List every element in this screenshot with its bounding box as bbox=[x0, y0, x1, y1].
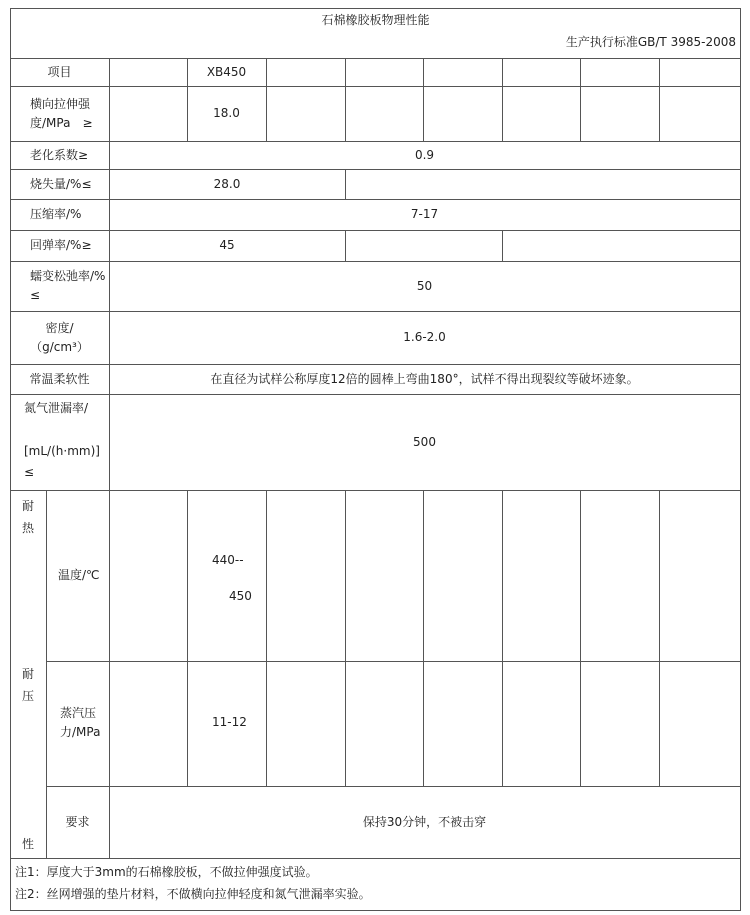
creep-value: 50 bbox=[416, 278, 433, 293]
note-1: 注1：厚度大于3mm的石棉橡胶板，不做拉伸强度试验。 bbox=[15, 865, 318, 879]
tensile-label bbox=[10, 86, 109, 141]
steam-label-line2: 力/MPa bbox=[60, 725, 101, 739]
flexibility-label: 常温柔软性 bbox=[29, 371, 90, 386]
density-label-line2: （g/cm³） bbox=[30, 339, 89, 354]
table-rule bbox=[10, 858, 741, 859]
group-char: 耐 bbox=[21, 666, 34, 681]
leakage-label-line1: 氮气泄漏率/ bbox=[24, 400, 89, 415]
table-rule bbox=[266, 58, 267, 141]
density-value: 1.6-2.0 bbox=[403, 330, 446, 344]
table-rule bbox=[740, 8, 741, 911]
standard-text: 生产执行标准GB/T 3985-2008 bbox=[565, 34, 736, 49]
table-rule bbox=[46, 661, 741, 662]
steam-label-line1: 蒸汽压 bbox=[60, 706, 97, 720]
table-rule bbox=[10, 910, 741, 911]
table-rule bbox=[345, 490, 346, 786]
creep-label-line1: 蠕变松弛率/% bbox=[30, 269, 106, 283]
table-rule bbox=[580, 58, 581, 141]
leakage-label-line2: [mL/(h·mm)] bbox=[24, 443, 100, 458]
leakage-label-line3: ≤ bbox=[24, 464, 35, 479]
table-rule bbox=[10, 58, 741, 59]
steam-label bbox=[46, 702, 109, 744]
ignition-value: 28.0 bbox=[213, 176, 241, 191]
table-rule bbox=[659, 490, 660, 786]
density-label bbox=[10, 311, 109, 364]
table-rule bbox=[345, 58, 346, 141]
requirement-label: 要求 bbox=[65, 814, 90, 829]
table-rule bbox=[345, 230, 346, 261]
table-rule bbox=[345, 169, 346, 199]
grade-header: XB450 bbox=[206, 64, 247, 79]
temperature-value-line2: 450 bbox=[229, 588, 252, 603]
table-rule bbox=[187, 490, 188, 786]
table-rule bbox=[423, 490, 424, 786]
compression-label: 压缩率/% bbox=[30, 207, 82, 221]
aging-value: 0.9 bbox=[414, 147, 435, 162]
leakage-value: 500 bbox=[413, 434, 436, 449]
table-rule bbox=[10, 490, 741, 491]
group-char: 耐 bbox=[21, 498, 34, 513]
table-rule bbox=[10, 8, 741, 9]
creep-label-line2: ≤ bbox=[30, 288, 41, 302]
requirement-value: 保持30分钟，不被击穿 bbox=[362, 814, 487, 829]
aging-label: 老化系数≥ bbox=[30, 147, 89, 162]
group-char: 热 bbox=[21, 520, 34, 535]
recovery-label: 回弹率/%≥ bbox=[30, 238, 92, 252]
note-2: 注2：丝网增强的垫片材料，不做横向拉伸轻度和氮气泄漏率实验。 bbox=[15, 887, 371, 901]
creep-label bbox=[10, 261, 109, 311]
density-label-line1: 密度/ bbox=[45, 320, 74, 335]
table-rule bbox=[10, 8, 11, 911]
table-rule bbox=[266, 490, 267, 786]
recovery-value: 45 bbox=[219, 238, 235, 252]
table-rule bbox=[502, 230, 503, 261]
table-rule bbox=[423, 58, 424, 141]
table-rule bbox=[580, 490, 581, 786]
temperature-value-line1: 440-- bbox=[212, 552, 244, 567]
table-rule bbox=[502, 58, 503, 141]
table-rule bbox=[502, 490, 503, 786]
compression-value: 7-17 bbox=[410, 207, 439, 221]
ignition-label: 烧失量/%≤ bbox=[30, 176, 92, 191]
tensile-label-line1: 横向拉伸强 bbox=[30, 96, 91, 111]
steam-value: 11-12 bbox=[212, 714, 247, 729]
tensile-label-line2: 度/MPa ≥ bbox=[30, 115, 93, 130]
table-rule bbox=[10, 86, 741, 87]
item-header: 项目 bbox=[47, 64, 72, 79]
group-char: 压 bbox=[21, 688, 34, 703]
temperature-label: 温度/℃ bbox=[58, 567, 100, 582]
table-title: 石棉橡胶板物理性能 bbox=[321, 12, 430, 27]
tensile-value: 18.0 bbox=[213, 106, 240, 120]
flexibility-value: 在直径为试样公称厚度12倍的圆棒上弯曲180°，试样不得出现裂纹等破坏迹象。 bbox=[210, 371, 639, 386]
table-rule bbox=[659, 58, 660, 141]
group-char: 性 bbox=[21, 836, 34, 851]
